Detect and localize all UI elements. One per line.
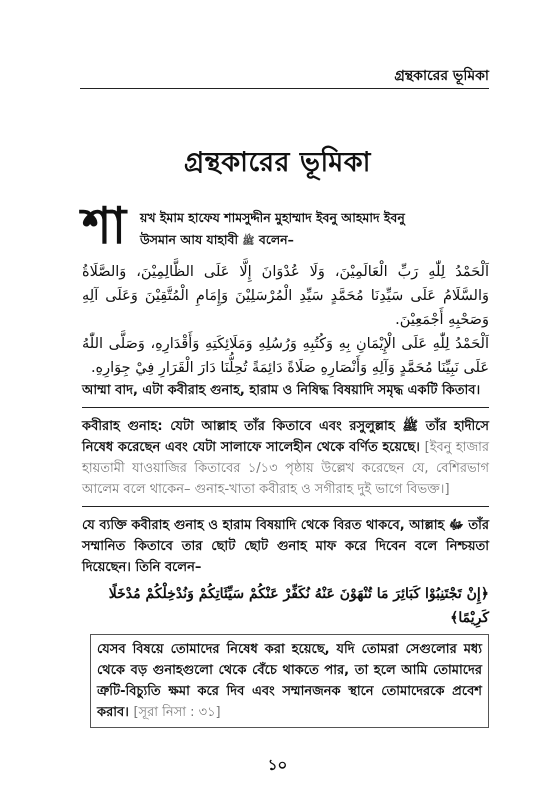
intro-block <box>82 197 489 255</box>
page-body <box>82 197 490 728</box>
paragraph-promise: যে ব্যক্তি কবীরাহ গুনাহ ও হারাম বিষয়াদি থেকে বিরত থাকবে, আল্লাহ ﷻ তাঁর সম্মানিত কিতাবে তার ছোট ছোট গুনাহ মাফ করে দিবেন বলে নিশ্চয়তা দিয়েছেন। তিনি বলেন– <box>82 518 490 575</box>
says-text: বলেন– <box>258 232 294 247</box>
header-rule <box>80 88 489 89</box>
definition-text: কবীরাহ গুনাহ: যেটা আল্লাহ তাঁর কিতাবে এবং রসুলুল্লাহ ﷺ তাঁর হাদীসে নিষেধ করেছেন এবং যেটা সালাফে সালেহীন থেকে বর্ণিত হয়েছে। <box>82 419 489 455</box>
running-head: গ্রন্থকারের ভূমিকা <box>394 68 489 84</box>
footnote-note: [ইবনু হাজার হায়তামী যাওয়াজির কিতাবের ১/১৩ পৃষ্ঠায় উল্লেখ করেছেন যে, বেশিরভাগ আলেম বলে থাকেন– গুনাহ-খাতা কবীরাহ ও সগীরাহ দুই ভাগে বিভক্ত।] <box>82 440 489 497</box>
quran-verse: ﴿إِنْ تَجْتَنِبُوْا كَبَائِرَ مَا تُنْهَوْنَ عَنْهُ نُكَفِّرْ عَنْكُمْ سَيِّئَاتِكُمْ وَنُدْخِلْكُمْ مُدْخَلًا كَرِيْمًا﴾ <box>108 586 489 626</box>
intro-line-2 <box>140 232 489 252</box>
translation-box <box>90 634 489 728</box>
honorific-icon: ﷺ <box>242 236 255 247</box>
arabic-praise-1: اَلْحَمْدُ لِلّٰهِ رَبِّ الْعَالَمِيْنَ، وَلَا عُدْوَانَ إِلَّا عَلَى الظَّالِمِيْنَ، وَالصَّلَاةُ وَالسَّلَامُ عَلَى سَيِّدِنَا مُحَمَّدٍ سَيِّدِ الْمُرْسَلِيْنَ وَإِمَامِ الْمُتَّقِيْنَ وَعَلَى آلِهِ وَصَحْبِهِ أَجْمَعِيْنَ. <box>82 264 489 328</box>
section-divider-2 <box>82 506 489 507</box>
intro-line-1: য়খ ইমাম হাফেয শামসুদ্দীন মুহাম্মাদ ইবনু আহমাদ ইবনু <box>140 210 405 225</box>
chapter-title: গ্রন্থকারের ভূমিকা <box>184 147 371 178</box>
drop-cap: শা <box>82 197 127 255</box>
verse-reference: [সূরা নিসা : ৩১] <box>133 705 221 720</box>
page-number: ১০ <box>267 756 288 774</box>
section-divider <box>82 407 489 408</box>
translation-text: যেসব বিষয়ে তোমাদের নিষেধ করা হয়েছে, যদি তোমরা সেগুলোর মধ্য থেকে বড় গুনাহগুলো থেকে বেঁচে থাকতে পার, তা হলে আমি তোমাদের ত্রুটি-বিচ্যুতি ক্ষমা করে দিব এবং সম্মানজনক স্থানে তোমাদেরকে প্রবেশ করাব। <box>97 642 482 720</box>
paragraph-amma-bad: আম্মা বাদ, এটা কবীরাহ গুনাহ, হারাম ও নিষিদ্ধ বিষয়াদি সমৃদ্ধ একটি কিতাব। <box>82 383 481 398</box>
author-name: উসমান আয যাহাবী <box>140 232 239 247</box>
paragraph-definition <box>82 416 489 500</box>
arabic-praise-2: اَلْحَمْدُ لِلّٰهِ عَلَى الْإِيْمَانِ بِهِ وَكُتُبِهِ وَرُسُلِهِ وَمَلَائِكَتِهِ وَأَقْدَارِهِ، وَصَلَّى اللّٰهُ عَلَى نَبِيِّنَا مُحَمَّدٍ وَآلِهِ وَأَنْصَارِهِ صَلَاةً دَائِمَةً تُحِلُّنَا دَارَ الْقَرَارِ فِيْ جِوَارِهِ. <box>82 336 489 376</box>
